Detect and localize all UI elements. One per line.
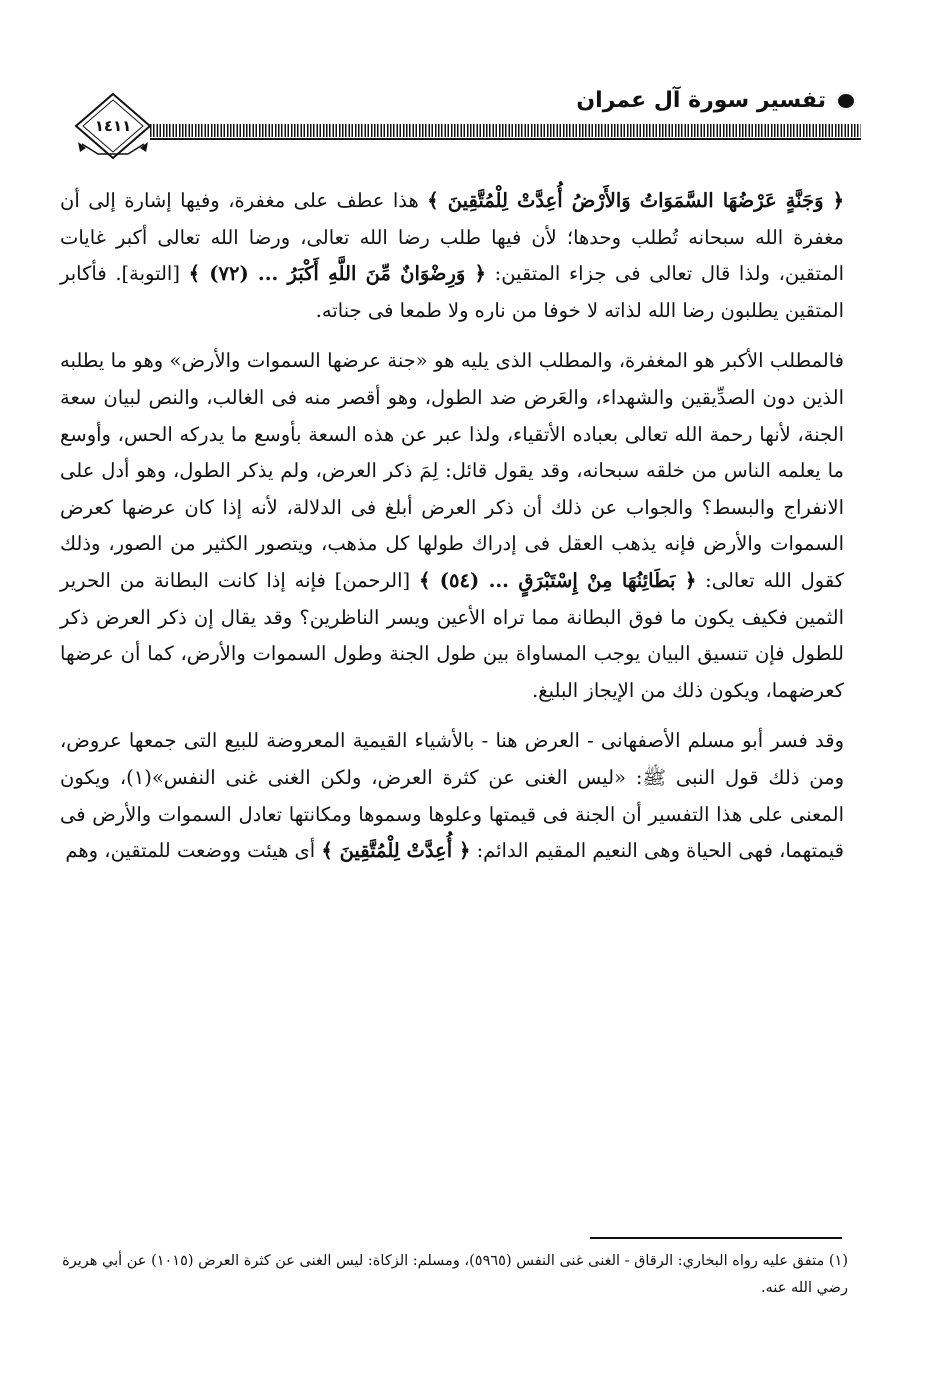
paragraph-text: فالمطلب الأكبر هو المغفرة، والمطلب الذى يليه هو «جنة عرضها السموات والأرض» وهو ما يطلبه الذين دون الصدِّيقين والشهداء، والعَرض ضد الطول، وهو أقصر منه فى الغالب، والنص لبيان سعة الجنة، لأنها رحمة الله تعالى بعباده الأتقياء، ولذا عبر عن هذه السعة بأوسع ما يدركه الحس، وأوسع ما يعلمه الناس من خلقه سبحانه، وقد يقول قائل: لِمَ ذكر العرض، ولم يذكر الطول، وهو أدل على الانفراج والبسط؟ والجواب عن ذلك أن ذكر العرض أبلغ فى الدلالة، لأنه إذا كان عرضها كعرض السموات والأرض فإنه يذهب العقل فى إدراك طولها كل مذهب، ويتصور الكثير من الصور، وذلك كقول الله تعالى: [60,349,844,592]
paragraph-text: [التوبة]. فأكابر المتقين يطلبون رضا الله لذاته لا خوفا من ناره ولا طمعا فى جناته. [60,262,844,322]
quran-quote: ﴿ بَطَائِنُهَا مِنْ إِسْتَبْرَقٍ ... (٥٤) ﴾ [418,568,697,592]
running-title-text: تفسير سورة آل عمران [576,88,826,113]
page-number: ١٤١١ [94,117,132,135]
paragraph-text: أى هيئت ووضعت للمتقين، وهم [65,839,322,863]
paragraph-text: هذا عطف على مغفرة، وفيها إشارة إلى أن مغفرة الله سبحانه تُطلب وحدها؛ لأن فيها طلب رضا الله تعالى، ورضا الله تعالى أكبر غايات المتقين، ولذا قال تعالى فى جزاء المتقين: [60,189,844,286]
title-ornament-icon [836,92,856,110]
footnote-1: (١) متفق عليه رواه البخاري: الرقاق - الغنى غنى النفس (٥٩٦٥)، ومسلم: الزكاة: ليس الغنى عن كثرة العرض (١٠١٥) عن أبي هريرة رضي الله عنه. [62,1253,848,1296]
footnotes [60,1248,848,1302]
quran-quote: ﴿ وَرِضْوَانٌ مِّنَ اللَّهِ أَكْبَرُ ... (٧٢) ﴾ [188,262,486,286]
running-title [576,86,856,116]
paragraph-2 [60,343,844,709]
quran-quote: ﴿ وَجَنَّةٍ عَرْضُهَا السَّمَوَاتُ وَالأَرْضُ أُعِدَّتْ لِلْمُتَّقِينَ ﴾ [427,189,845,212]
body-text [60,183,844,870]
paragraph-text: وقد فسر أبو مسلم الأصفهانى - العرض هنا - بالأشياء القيمية المعروضة للبيع التى جمعها عروض، ومن ذلك قول النبى ﷺ: «ليس الغنى عن كثرة العرض، ولكن الغنى غنى النفس»(١)، ويكون المعنى على هذا التفسير أن الجنة فى قيمتها وعلوها وسموها ومكانتها تعادل السموات والأرض فى قيمتهما، فهى الحياة وهى النعيم المقيم الدائم: [60,729,844,863]
quran-quote: ﴿ أُعِدَّتْ لِلْمُتَّقِينَ ﴾ [321,839,471,863]
footnote-separator [590,1237,842,1239]
paragraph-3 [60,723,844,869]
paragraph-1 [60,183,844,329]
page-header [0,0,926,175]
page-number-badge [68,92,158,164]
header-rule [150,124,861,137]
paragraph-text: [الرحمن] فإنه إذا كانت البطانة من الحرير الثمين فكيف يكون ما فوق البطانة مما تراه الأعين ويسر الناظرين؟ وقد يقال إن ذكر العرض ذكر للطول فإن تنسيق البيان يوجب المساواة بين طول الجنة وطول السموات والأرض، كما أن عرضها كعرضهما، ويكون ذلك من الإيجاز البليغ. [60,568,844,702]
